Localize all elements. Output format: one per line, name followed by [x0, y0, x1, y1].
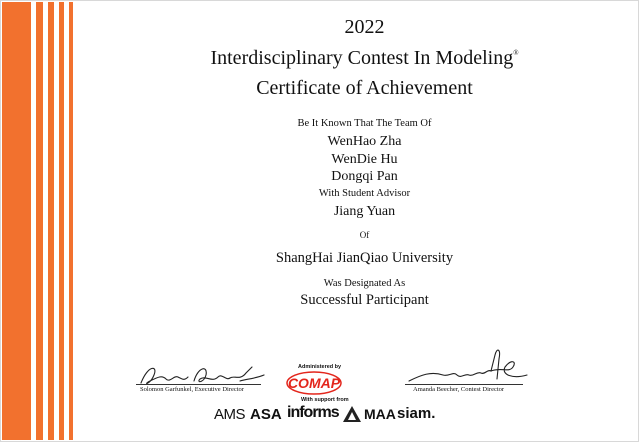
known-line: Be It Known That The Team Of — [297, 118, 432, 129]
orange-border-band — [2, 2, 31, 440]
asa-logo: ASA — [250, 406, 282, 423]
svg-text:COMAP: COMAP — [287, 375, 341, 391]
team-member-2: WenDie Hu — [331, 152, 398, 167]
left-signature-line — [136, 384, 261, 385]
contest-director-caption: Amanda Beecher, Contest Director — [413, 386, 505, 393]
award-designation: Successful Participant — [300, 292, 429, 308]
orange-stripe-4 — [69, 2, 73, 440]
maa-logo: MAA — [364, 406, 396, 422]
advisor-label: With Student Advisor — [318, 188, 411, 199]
designated-label: Was Designated As — [323, 278, 406, 289]
orange-stripe-3 — [59, 2, 64, 440]
with-support-from-label: With support from — [301, 397, 349, 403]
contest-year: 2022 — [344, 16, 385, 38]
contest-title: Interdisciplinary Contest In Modeling® — [210, 47, 519, 69]
executive-director-caption: Solomon Garfunkel, Executive Director — [140, 386, 244, 393]
ams-logo: AMS — [214, 406, 246, 423]
administered-by-label: Administered by — [298, 364, 342, 370]
siam-logo: siam. — [397, 405, 436, 422]
right-signature-line — [405, 384, 523, 385]
advisor-name: Jiang Yuan — [333, 204, 396, 219]
team-member-1: WenHao Zha — [327, 134, 402, 149]
of-label: Of — [359, 230, 370, 240]
comap-logo — [285, 370, 343, 396]
contest-director-signature — [401, 345, 531, 389]
certificate-subtitle: Certificate of Achievement — [256, 77, 473, 99]
informs-logo: informs — [287, 404, 339, 421]
maa-emblem-icon — [342, 405, 362, 428]
team-member-3: Dongqi Pan — [331, 169, 398, 184]
registered-mark: ® — [513, 49, 519, 57]
university-name: ShangHai JianQiao University — [275, 250, 454, 266]
orange-stripe-2 — [48, 2, 54, 440]
orange-stripe-1 — [36, 2, 43, 440]
